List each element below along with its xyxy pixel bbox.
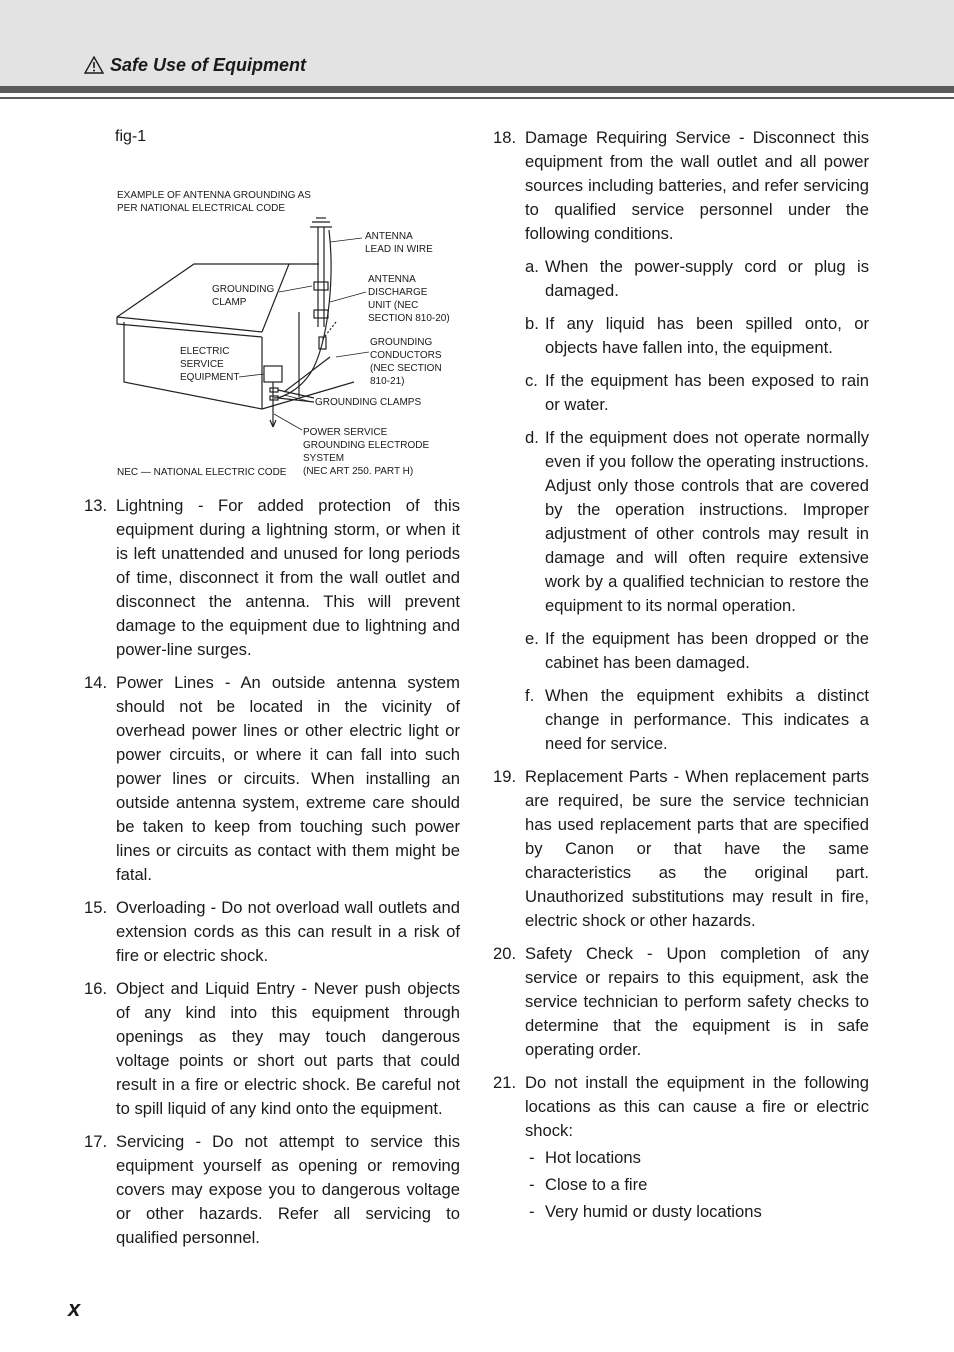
item-text: Object and Liquid Entry - Never push objects of any kind into this equipment through openings as they may touch dangerous voltage points or short out parts that could result in a fire or electric shock. Be careful not to spill liquid of any kind onto the equipment. xyxy=(116,979,460,1118)
sub-item-text: If any liquid has been spilled onto, or objects have fallen into, the equipment. xyxy=(545,314,869,357)
list-item xyxy=(493,1071,869,1143)
sub-item-text: When the power-supply cord or plug is damaged. xyxy=(545,257,869,300)
list-item xyxy=(493,942,869,1062)
figure-caption: EXAMPLE OF ANTENNA GROUNDING AS PER NATIONAL ELECTRICAL CODE xyxy=(117,190,311,214)
sub-item-text: If the equipment has been exposed to rain or water. xyxy=(545,371,869,414)
sub-item-text: When the equipment exhibits a distinct change in performance. This indicates a need for service. xyxy=(545,686,869,753)
bullet-dash: - xyxy=(529,1202,535,1221)
warning-triangle-icon xyxy=(84,56,104,74)
item-text: Replacement Parts - When replacement parts are required, be sure the service technician has used replacement parts that are specified by Canon or that have the same characteristics as the original part. Unauthorized substitutions may result in fire, electric shock or other hazards. xyxy=(525,767,869,930)
sub-item-text: If the equipment does not operate normally even if you follow the operating instructions. Adjust only those controls that are covered by the operation instructions. Improper adjustment of other controls may result in damage and will often require extensive work by a qualified technician to restore the equipment to its normal operation. xyxy=(545,428,869,615)
list-item xyxy=(84,1130,460,1250)
sub-item xyxy=(525,627,869,675)
list-item xyxy=(84,671,460,887)
sub-item xyxy=(525,312,869,360)
sub-item xyxy=(525,426,869,618)
label-power-service: POWER SERVICE GROUNDING ELECTRODE SYSTEM (NEC ART 250. PART H) xyxy=(303,427,430,477)
left-item-list xyxy=(84,494,460,1250)
item-text: Servicing - Do not attempt to service this equipment yourself as opening or removing covers may expose you to dangerous voltage or other hazards. Refer all servicing to qualified personnel. xyxy=(116,1132,460,1247)
antenna-grounding-figure xyxy=(84,152,460,482)
bullet-item xyxy=(529,1200,869,1224)
list-item xyxy=(84,896,460,968)
sub-item-letter: c. xyxy=(525,371,538,390)
sub-item-letter: d. xyxy=(525,428,539,447)
item-text: Lightning - For added protection of this equipment during a lightning storm, or when it is left unattended and unused for long periods of time, disconnect it from the wall outlet and disconnect the antenna. This will prevent damage to the equipment due to lightning and power-line surges. xyxy=(116,496,460,659)
header-rule-thick xyxy=(0,86,954,93)
bullet-text: Very humid or dusty locations xyxy=(545,1202,762,1221)
label-discharge-unit: ANTENNA DISCHARGE UNIT (NEC SECTION 810-20) xyxy=(368,274,450,324)
label-antenna-lead: ANTENNA LEAD IN WIRE xyxy=(365,231,433,255)
sub-item-letter: b. xyxy=(525,314,539,333)
bullet-dash: - xyxy=(529,1148,535,1167)
figure-label: fig-1 xyxy=(115,128,147,145)
label-grounding-clamp: GROUNDING CLAMP xyxy=(212,284,275,308)
sub-item-text: If the equipment has been dropped or the cabinet has been damaged. xyxy=(545,629,869,672)
sub-item xyxy=(525,255,869,303)
sub-item-letter: e. xyxy=(525,629,539,648)
item-number: 19. xyxy=(493,767,517,786)
list-item xyxy=(493,765,869,933)
item-number: 13. xyxy=(84,496,108,515)
left-column xyxy=(84,126,460,1259)
item-number: 18. xyxy=(493,128,517,147)
page-number: x xyxy=(68,1296,81,1321)
section-title-text: Safe Use of Equipment xyxy=(110,55,307,75)
item-text: Overloading - Do not overload wall outlets and extension cords as this can result in a risk of fire or electric shock. xyxy=(116,898,460,965)
item-number: 16. xyxy=(84,979,108,998)
item-number: 14. xyxy=(84,673,108,692)
item-text: Damage Requiring Service - Disconnect this equipment from the wall outlet and all power sources including batteries, and refer servicing to qualified service personnel under the following conditions. xyxy=(525,128,869,243)
label-grounding-clamps: GROUNDING CLAMPS xyxy=(315,397,422,408)
sub-item-letter: a. xyxy=(525,257,539,276)
bullet-item xyxy=(529,1173,869,1197)
item-number: 21. xyxy=(493,1073,517,1092)
label-electric-service: ELECTRIC SERVICE EQUIPMENT xyxy=(180,346,240,383)
item-text: Safety Check - Upon completion of any service or repairs to this equipment, ask the service technician to perform safety checks to determine that the equipment is in safe operating order. xyxy=(525,944,869,1059)
sub-item-letter: f. xyxy=(525,686,535,705)
item-text: Power Lines - An outside antenna system should not be located in the vicinity of overhead power lines or other electric light or power circuits, or where it can fall into such power lines or circuits. When installing an outside antenna system, extreme care should be taken to keep from touching such power lines or circuits as contact with them might be fatal. xyxy=(116,673,460,884)
item-text: Do not install the equipment in the following locations as this can cause a fire or electric shock: xyxy=(525,1073,869,1140)
header-rule-thin xyxy=(0,97,954,99)
list-item xyxy=(493,126,869,246)
right-column xyxy=(493,126,869,1227)
label-nec-note: NEC — NATIONAL ELECTRIC CODE xyxy=(117,467,287,478)
bullet-dash: - xyxy=(529,1175,535,1194)
item-number: 15. xyxy=(84,898,108,917)
sub-item xyxy=(525,369,869,417)
item-number: 17. xyxy=(84,1132,108,1151)
bullet-text: Close to a fire xyxy=(545,1175,648,1194)
sub-item xyxy=(525,684,869,756)
label-grounding-conductors: GROUNDING CONDUCTORS (NEC SECTION 810-21) xyxy=(370,337,442,387)
page-header xyxy=(0,0,954,86)
item-number: 20. xyxy=(493,944,517,963)
list-item xyxy=(84,494,460,662)
list-item xyxy=(84,977,460,1121)
section-title xyxy=(84,54,306,76)
bullet-text: Hot locations xyxy=(545,1148,641,1167)
bullet-item xyxy=(529,1146,869,1170)
